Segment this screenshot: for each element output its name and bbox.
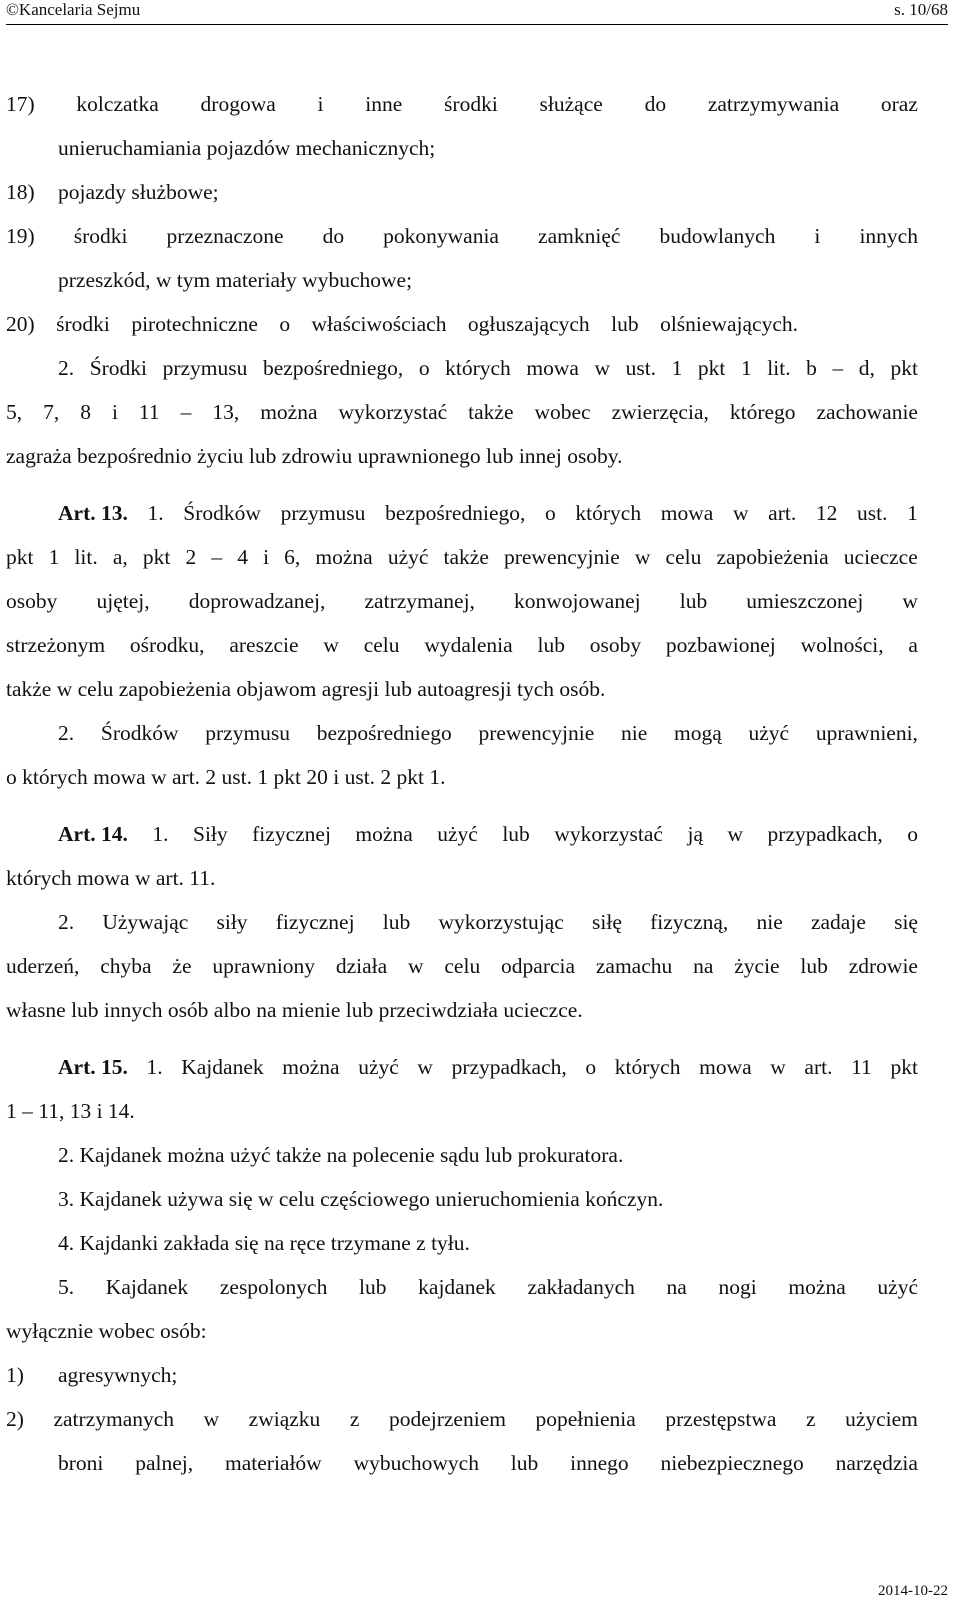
text-line [6, 579, 918, 623]
word: zatrzymanej, [364, 589, 475, 613]
word: celu [363, 633, 400, 657]
word: że [172, 954, 192, 978]
word: zatrzymywania [707, 92, 840, 116]
word: 1 [740, 356, 752, 380]
word: których [614, 1055, 681, 1079]
word: materiałów [225, 1451, 322, 1475]
word: pokonywania [383, 224, 499, 248]
word: innego [570, 1451, 629, 1475]
word: lub [679, 589, 708, 613]
word: o [585, 1055, 597, 1079]
word: nie [620, 721, 648, 745]
word: w [634, 545, 651, 569]
word: także [468, 400, 514, 424]
word: 12 [815, 501, 838, 525]
word: z [805, 1407, 816, 1431]
word: bezpośredniego [316, 721, 452, 745]
word: odparcia [501, 954, 576, 978]
article-label: Art. 14. [58, 822, 128, 846]
word: zapobieżenia [716, 545, 829, 569]
word: zakładanych [527, 1275, 635, 1299]
word: doprowadzanej, [188, 589, 326, 613]
word: użyć [387, 545, 429, 569]
text-line [6, 214, 918, 258]
word: wybuchowych [353, 1451, 479, 1475]
word: d, [858, 356, 875, 380]
word: broni [58, 1451, 104, 1475]
text-line [6, 302, 798, 346]
word: lub [537, 633, 565, 657]
word: 2 [185, 545, 197, 569]
word: – [211, 545, 223, 569]
word: ją [687, 822, 703, 846]
word: budowlanych [659, 224, 776, 248]
word: mowa [526, 356, 579, 380]
word: areszcie [229, 633, 299, 657]
word: strzeżonym [6, 633, 106, 657]
text-line: zagraża bezpośrednio życiu lub zdrowiu uprawnionego lub innej osoby. [6, 444, 623, 468]
word: konwojowanej [514, 589, 641, 613]
word: ogłuszających [467, 312, 590, 336]
word: uprawnieni, [815, 721, 918, 745]
word: także [443, 545, 489, 569]
word: przypadkach, [767, 822, 883, 846]
article-13-line [6, 491, 918, 535]
text-line: 4. Kajdanki zakłada się na ręce trzymane z tyłu. [58, 1231, 470, 1255]
word: – [180, 400, 192, 424]
word: ust. [625, 356, 657, 380]
word: wobec [534, 400, 591, 424]
word: ust. [857, 501, 888, 525]
word: uderzeń, [6, 954, 80, 978]
word: pirotechniczne [131, 312, 258, 336]
word: mogą [674, 721, 722, 745]
word: chyba [100, 954, 152, 978]
header-page-number: s. 10/68 [894, 0, 948, 19]
word: niebezpiecznego [660, 1451, 804, 1475]
word: można [788, 1275, 846, 1299]
text-line: własne lub innych osób albo na mienie lub przeciwdziała ucieczce. [6, 998, 583, 1022]
word: do [644, 92, 667, 116]
word: a [908, 633, 918, 657]
word: życie [734, 954, 780, 978]
word: 2. [58, 356, 75, 380]
word: można [260, 400, 318, 424]
word: zamachu [595, 954, 673, 978]
text-line [6, 900, 918, 944]
word: którego [729, 400, 796, 424]
word: 1 [48, 545, 60, 569]
word: kolczatka [76, 92, 159, 116]
article-label: Art. 13. [58, 501, 128, 525]
text-line [6, 390, 918, 434]
page-header [6, 0, 948, 25]
word: zamknięć [538, 224, 621, 248]
text-line: unieruchamiania pojazdów mechanicznych; [58, 136, 436, 160]
word: w [727, 822, 744, 846]
word: w [408, 954, 424, 978]
word: Środki [89, 356, 148, 380]
word: zatrzymanych [53, 1407, 175, 1431]
word: zdrowie [848, 954, 918, 978]
word: art. [768, 501, 797, 525]
word: pkt [6, 545, 34, 569]
word: inne [365, 92, 403, 116]
word: drogowa [200, 92, 276, 116]
text-line [6, 82, 918, 126]
word: bezpośredniego, [262, 356, 404, 380]
word: o [545, 501, 556, 525]
word: o [418, 356, 430, 380]
list-item: 1) agresywnych; [6, 1363, 178, 1387]
word: przestępstwa [665, 1407, 777, 1431]
word: przypadkach, [451, 1055, 567, 1079]
word: pkt [890, 356, 918, 380]
word: środki [444, 92, 498, 116]
word: 4 [237, 545, 248, 569]
word: art. [804, 1055, 833, 1079]
word: innych [859, 224, 918, 248]
word: z [349, 1407, 360, 1431]
word: można [355, 822, 413, 846]
text-line [6, 944, 918, 988]
word: których [575, 501, 642, 525]
text-line [6, 623, 918, 667]
word: 11 [138, 400, 160, 424]
word: podejrzeniem [388, 1407, 506, 1431]
word: 1. [146, 1055, 163, 1079]
word: użyć [748, 721, 790, 745]
page-footer-date: 2014-10-22 [878, 1583, 948, 1599]
word: 7, [43, 400, 60, 424]
word: użyć [358, 1055, 399, 1079]
word: lit. [74, 545, 98, 569]
word: na [693, 954, 714, 978]
word: a, [112, 545, 128, 569]
word: do [322, 224, 345, 248]
text-line [6, 535, 918, 579]
word: Siły [192, 822, 228, 846]
word: których [445, 356, 511, 380]
word: wykorzystać [554, 822, 663, 846]
word: siłę [592, 910, 622, 934]
word: 1. [147, 501, 164, 525]
word: pozbawionej [665, 633, 776, 657]
word: wykorzystać [338, 400, 448, 424]
word: Kajdanek [181, 1055, 264, 1079]
text-line [6, 346, 918, 390]
word: 2. [58, 910, 75, 934]
word: palnej, [135, 1451, 194, 1475]
word: nogi [718, 1275, 757, 1299]
text-line: także w celu zapobieżenia objawom agresji lub autoagresji tych osób. [6, 677, 606, 701]
word: nie [756, 910, 783, 934]
word: celu [665, 545, 702, 569]
text-line: których mowa w art. 11. [6, 866, 216, 890]
article-15-line [6, 1045, 918, 1089]
word: przymusu [280, 501, 366, 525]
word: celu [444, 954, 481, 978]
word: i [263, 545, 270, 569]
word: mowa [660, 501, 714, 525]
article-label: Art. 15. [58, 1055, 128, 1079]
word: i [317, 92, 324, 116]
text-line [6, 711, 918, 755]
article-14-line [6, 812, 918, 856]
document-body [6, 82, 918, 1485]
word: w [732, 501, 749, 525]
word: użyć [877, 1275, 918, 1299]
word: 2) [6, 1407, 24, 1431]
word: i [111, 400, 118, 424]
word: środki [56, 312, 110, 336]
word: środki [73, 224, 128, 248]
word: o [907, 822, 918, 846]
word: wykorzystując [438, 910, 564, 934]
text-line: przeszkód, w tym materiały wybuchowe; [58, 268, 413, 292]
word: 8 [80, 400, 91, 424]
text-line [6, 1441, 918, 1485]
word: 1 [907, 501, 918, 525]
word: popełnienia [535, 1407, 636, 1431]
word: lub [510, 1451, 539, 1475]
word: na [666, 1275, 687, 1299]
word: użyć [437, 822, 478, 846]
word: 17) [6, 92, 35, 116]
text-line: o których mowa w art. 2 ust. 1 pkt 20 i ust. 2 pkt 1. [6, 765, 446, 789]
word: 1 [671, 356, 683, 380]
word: siły [216, 910, 248, 934]
word: mowa [699, 1055, 752, 1079]
word: lit. [767, 356, 791, 380]
word: fizycznej [275, 910, 355, 934]
word: w [594, 356, 611, 380]
word: lub [382, 910, 411, 934]
word: wolności, [800, 633, 884, 657]
list-item [6, 1397, 918, 1441]
word: Środków [100, 721, 179, 745]
word: działa [335, 954, 388, 978]
word: oraz [880, 92, 918, 116]
word: przeznaczone [166, 224, 284, 248]
word: uprawniony [212, 954, 316, 978]
word: lub [359, 1275, 387, 1299]
word: służące [539, 92, 603, 116]
word: się [894, 910, 918, 934]
word: fizycznej [252, 822, 331, 846]
word: lub [502, 822, 530, 846]
word: lub [611, 312, 639, 336]
word: w [417, 1055, 433, 1079]
word: pkt [142, 545, 171, 569]
word: Kajdanek [105, 1275, 189, 1299]
word: pkt [697, 356, 726, 380]
text-line [6, 1265, 918, 1309]
word: w [323, 633, 339, 657]
list-item: 18) pojazdy służbowe; [6, 180, 219, 204]
word: 5. [58, 1275, 75, 1299]
word: – [832, 356, 844, 380]
word: b [806, 356, 817, 380]
word: w [902, 589, 918, 613]
text-line: 1 – 11, 13 i 14. [6, 1099, 135, 1123]
word: umieszczonej [746, 589, 864, 613]
word: zespolonych [219, 1275, 328, 1299]
word: lub [800, 954, 828, 978]
word: kajdanek [418, 1275, 496, 1299]
word: osoby [589, 633, 642, 657]
word: 20) [6, 312, 35, 336]
word: 2. [58, 721, 75, 745]
word: właściwościach [311, 312, 447, 336]
word: prewencyjnie [478, 721, 595, 745]
header-copyright: ©Kancelaria Sejmu [6, 0, 141, 19]
word: przymusu [162, 356, 248, 380]
text-line: 3. Kajdanek używa się w celu częściowego unieruchomienia kończyn. [58, 1187, 664, 1211]
word: wydalenia [424, 633, 513, 657]
word: ujętej, [96, 589, 150, 613]
word: prewencyjnie [503, 545, 620, 569]
word: 1. [152, 822, 169, 846]
word: olśniewających. [660, 312, 798, 336]
word: zadaje [810, 910, 866, 934]
word: zwierzęcia, [611, 400, 709, 424]
word: 19) [6, 224, 35, 248]
word: w [770, 1055, 786, 1079]
word: zachowanie [816, 400, 918, 424]
text-line: 2. Kajdanek można użyć także na polecenie sądu lub prokuratora. [58, 1143, 624, 1167]
word: Używając [102, 910, 189, 934]
word: pkt [890, 1055, 918, 1079]
word: 6, [284, 545, 301, 569]
word: ucieczce [843, 545, 918, 569]
word: fizyczną, [650, 910, 729, 934]
word: o [279, 312, 291, 336]
word: użyciem [845, 1407, 918, 1431]
word: Środków [183, 501, 261, 525]
word: bezpośredniego, [385, 501, 526, 525]
word: 5, [6, 400, 23, 424]
word: i [814, 224, 821, 248]
word: osoby [6, 589, 58, 613]
word: narzędzia [835, 1451, 918, 1475]
word: przymusu [205, 721, 291, 745]
word: 13, [212, 400, 240, 424]
word: związku [248, 1407, 321, 1431]
word: można [282, 1055, 340, 1079]
word: można [315, 545, 373, 569]
word: w [203, 1407, 220, 1431]
word: ośrodku, [129, 633, 205, 657]
text-line: wyłącznie wobec osób: [6, 1319, 207, 1343]
word: 11 [851, 1055, 872, 1079]
